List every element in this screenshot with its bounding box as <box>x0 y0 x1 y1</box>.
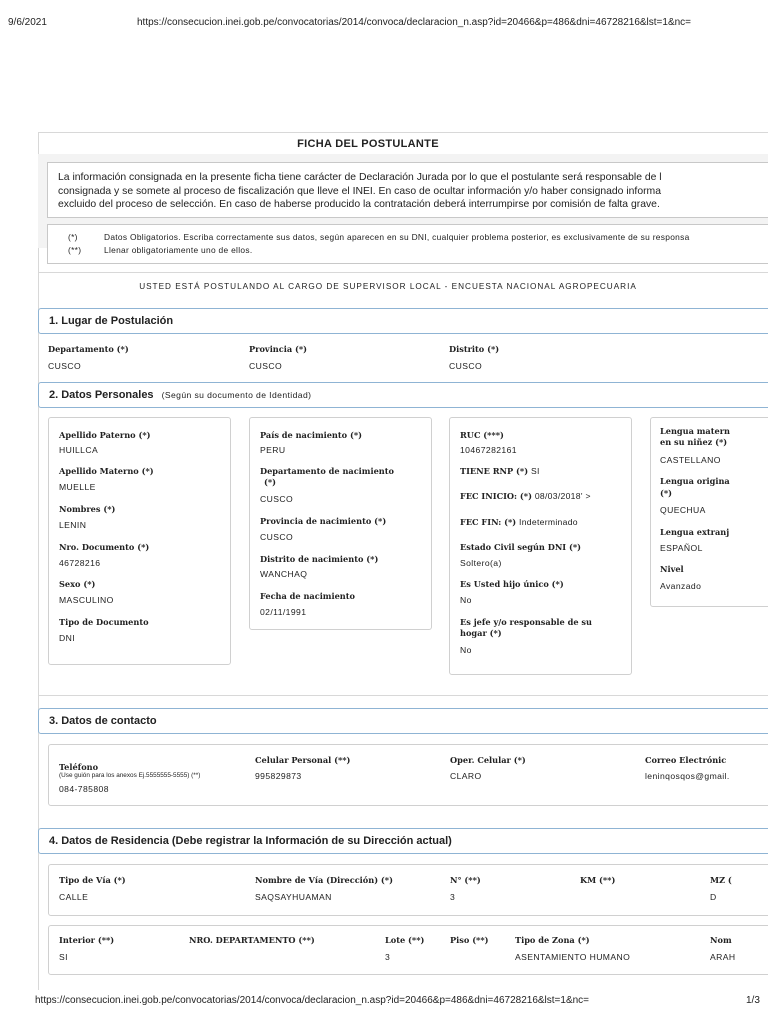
estado-civil-value: Soltero(a) <box>460 558 502 568</box>
lengua-original-label: Lengua origina <box>660 476 730 486</box>
fecha-nacimiento-label: Fecha de nacimiento <box>260 591 355 601</box>
jefe-hogar-label: Es jefe y/o responsable de su <box>460 617 592 627</box>
ruc-label: RUC (***) <box>460 430 504 440</box>
nombre-via-value: SAQSAYHUAMAN <box>255 892 332 902</box>
section-lugar-postulacion <box>38 308 768 334</box>
telefono-label: Teléfono <box>59 762 99 772</box>
nro-documento-value: 46728216 <box>59 558 101 568</box>
operador-celular-value: CLARO <box>450 771 482 781</box>
nombres-value: LENIN <box>59 520 87 530</box>
jefe-hogar-label-2: hogar (*) <box>460 628 502 638</box>
numero-value: 3 <box>450 892 456 902</box>
departamento-value: CUSCO <box>48 361 82 371</box>
section-2-title-text: 2. Datos Personales <box>49 389 154 401</box>
section-datos-personales <box>38 382 768 408</box>
section-datos-contacto <box>38 708 768 734</box>
print-footer-url: https://consecucion.inei.gob.pe/convocatorias/2014/convoca/declaracion_n.asp?id=20466&p=486&dni=46728216&lst=1&nc= <box>35 995 590 1006</box>
section-2-title <box>49 389 311 401</box>
note-mark-required: (*) <box>68 232 78 242</box>
cargo-text: USTED ESTÁ POSTULANDO AL CARGO DE SUPERVISOR LOCAL - ENCUESTA NACIONAL AGROPECUARIA <box>139 282 637 291</box>
card-contact <box>48 744 768 806</box>
interior-label: Interior (**) <box>59 935 115 945</box>
lengua-extranjera-label: Lengua extranj <box>660 527 730 537</box>
fec-inicio-value: 08/03/2018' > <box>534 491 591 501</box>
hijo-unico-value: No <box>460 595 472 605</box>
card-identity <box>48 417 231 665</box>
pais-nacimiento-value: PERU <box>260 445 286 455</box>
telefono-hint: (Use guión para los anexos Ej.5555555-5555) (**) <box>59 772 201 779</box>
notes-box <box>47 224 768 264</box>
sexo-label: Sexo (*) <box>59 579 96 589</box>
apellido-paterno-label: Apellido Paterno (*) <box>59 430 151 440</box>
print-header-url: https://consecucion.inei.gob.pe/convocatorias/2014/convoca/declaracion_n.asp?id=20466&p=486&dni=46728216&lst=1&nc= <box>137 17 692 28</box>
section-2-divider <box>38 695 768 696</box>
interior-value: SI <box>59 952 68 962</box>
fec-fin-label-text: FEC FIN: (*) <box>460 517 517 527</box>
lengua-extranjera-value: ESPAÑOL <box>660 543 703 553</box>
notes-divider <box>38 272 768 273</box>
operador-celular-label: Oper. Celular (*) <box>450 755 526 765</box>
piso-label: Piso (**) <box>450 935 489 945</box>
nro-departamento-label: NRO. DEPARTAMENTO (**) <box>189 935 315 945</box>
estado-civil-label: Estado Civil según DNI (*) <box>460 542 582 552</box>
section-3-title: 3. Datos de contacto <box>49 715 157 727</box>
tipo-documento-label: Tipo de Documento <box>59 617 149 627</box>
fec-inicio-label-text: FEC INICIO: (*) <box>460 491 532 501</box>
nro-documento-label: Nro. Documento (*) <box>59 542 150 552</box>
form-page <box>38 132 768 990</box>
section-1-title: 1. Lugar de Postulación <box>49 315 174 327</box>
nombre-zona-label: Nom <box>710 935 732 945</box>
print-footer-page: 1/3 <box>746 995 760 1006</box>
provincia-nacimiento-value: CUSCO <box>260 532 294 542</box>
lote-label: Lote (**) <box>385 935 425 945</box>
sexo-value: MASCULINO <box>59 595 114 605</box>
rnp-label-text: TIENE RNP (*) <box>460 466 529 476</box>
distrito-nacimiento-value: WANCHAQ <box>260 569 308 579</box>
declaration-line-1: La información consignada en la presente ficha tiene carácter de Declaración Jurada por lo que el postulante será responsable de l <box>58 172 662 183</box>
departamento-nacimiento-required: (*) <box>264 477 277 487</box>
section-4-title: 4. Datos de Residencia (Debe registrar la Información de su Dirección actual) <box>49 835 452 847</box>
section-2-subtitle: (Según su documento de Identidad) <box>161 390 312 400</box>
nombre-via-label: Nombre de Vía (Dirección) (*) <box>255 875 393 885</box>
note-text-either: Llenar obligatoriamente uno de ellos. <box>104 245 253 255</box>
celular-value: 995829873 <box>255 771 302 781</box>
distrito-value: CUSCO <box>449 361 483 371</box>
numero-label: N° (**) <box>450 875 481 885</box>
card-languages <box>650 417 768 607</box>
fecha-nacimiento-value: 02/11/1991 <box>260 607 307 617</box>
ruc-value: 10467282161 <box>460 445 517 455</box>
departamento-nacimiento-label: Departamento de nacimiento <box>260 466 394 476</box>
distrito-nacimiento-label: Distrito de nacimiento (*) <box>260 554 379 564</box>
distrito-label: Distrito (*) <box>449 344 500 354</box>
jefe-hogar-value: No <box>460 645 472 655</box>
section-datos-residencia <box>38 828 768 854</box>
declaration-box <box>47 162 768 218</box>
hijo-unico-label: Es Usted hijo único (*) <box>460 579 564 589</box>
apellido-materno-value: MUELLE <box>59 482 96 492</box>
departamento-nacimiento-value: CUSCO <box>260 494 294 504</box>
tipo-zona-label: Tipo de Zona (*) <box>515 935 590 945</box>
card-birth <box>249 417 432 630</box>
provincia-label: Provincia (*) <box>249 344 308 354</box>
km-label: KM (**) <box>580 875 616 885</box>
declaration-line-2: consignada y se somete al proceso de fiscalización que lleve el INEI. En caso de ocultar información y/o haber consignado informa <box>58 185 661 197</box>
card-residence-row-1 <box>48 864 768 916</box>
tipo-via-value: CALLE <box>59 892 89 902</box>
rnp-label <box>460 466 540 477</box>
lengua-original-value: QUECHUA <box>660 505 706 515</box>
departamento-label: Departamento (*) <box>48 344 129 354</box>
note-mark-either: (**) <box>68 245 82 255</box>
card-residence-row-2 <box>48 925 768 975</box>
tipo-documento-value: DNI <box>59 633 75 643</box>
fec-fin-value: Indeterminado <box>519 517 578 527</box>
celular-label: Celular Personal (**) <box>255 755 351 765</box>
fec-fin-label <box>460 517 578 528</box>
declaration-line-3: excluido del proceso de selección. En caso de haberse producido la contratación deberá interrumpirse por comisión de falta grave. <box>58 199 660 210</box>
lengua-original-label-2: (*) <box>660 488 673 498</box>
apellido-materno-label: Apellido Materno (*) <box>59 466 154 476</box>
nivel-label: Nivel <box>660 564 684 574</box>
note-text-required: Datos Obligatorios. Escriba correctamente sus datos, según aparecen en su DNI, cualquier problema posterior, es exclusivamente de su responsa <box>104 232 690 242</box>
fec-inicio-label <box>460 491 591 502</box>
tipo-zona-value: ASENTAMIENTO HUMANO <box>515 952 631 962</box>
pais-nacimiento-label: País de nacimiento (*) <box>260 430 363 440</box>
print-header-date: 9/6/2021 <box>8 17 47 28</box>
lengua-materna-label-2: en su niñez (*) <box>660 437 728 447</box>
lengua-materna-label: Lengua matern <box>660 426 730 436</box>
lote-value: 3 <box>385 952 391 962</box>
nombres-label: Nombres (*) <box>59 504 116 514</box>
correo-label: Correo Electrónic <box>645 755 727 765</box>
provincia-value: CUSCO <box>249 361 283 371</box>
provincia-nacimiento-label: Provincia de nacimiento (*) <box>260 516 387 526</box>
lengua-materna-value: CASTELLANO <box>660 455 721 465</box>
apellido-paterno-value: HUILLCA <box>59 445 99 455</box>
rnp-value: SI <box>530 466 540 476</box>
mz-label: MZ ( <box>710 875 732 885</box>
mz-value: D <box>710 892 717 902</box>
nivel-value: Avanzado <box>660 581 702 591</box>
form-title: FICHA DEL POSTULANTE <box>297 138 439 150</box>
tipo-via-label: Tipo de Vía (*) <box>59 875 126 885</box>
telefono-value: 084-785808 <box>59 784 109 794</box>
correo-value: leninqosqos@gmail. <box>645 771 730 781</box>
nombre-zona-value: ARAH <box>710 952 736 962</box>
card-tax-civil <box>449 417 632 675</box>
